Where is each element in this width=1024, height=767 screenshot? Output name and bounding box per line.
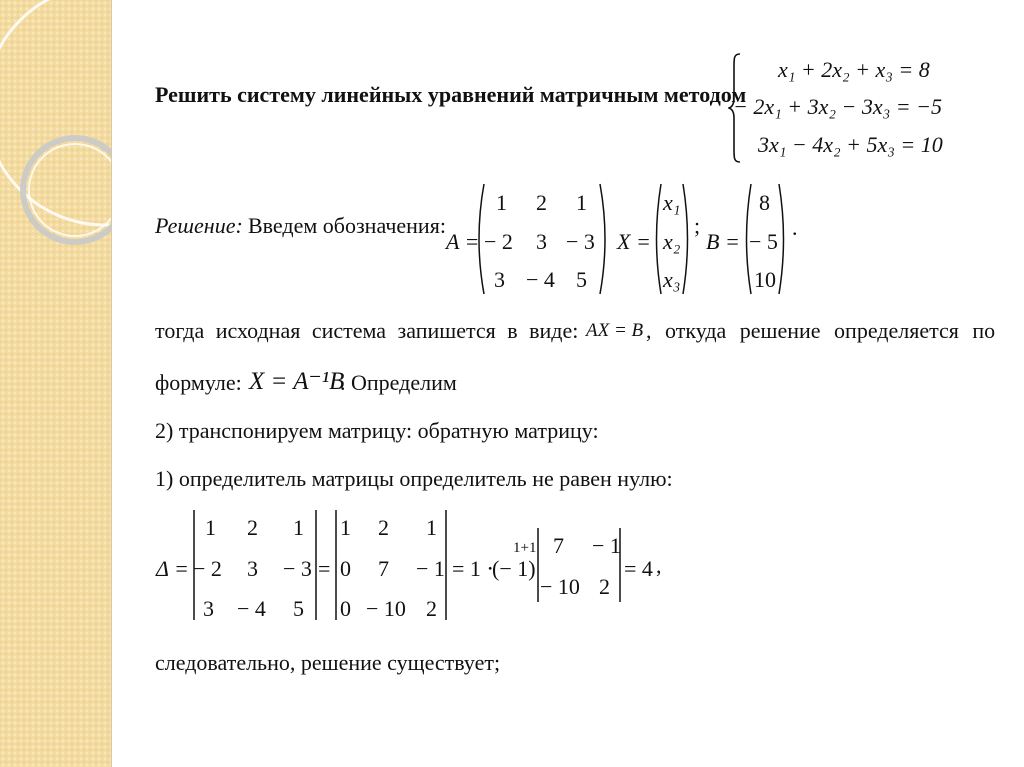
matrix-cell: 3 xyxy=(494,267,505,292)
line2-text-end: . Определим xyxy=(340,370,457,395)
matrix-cell: 8 xyxy=(759,190,770,215)
matrix-b-label: B = xyxy=(706,229,740,254)
matrix-cell: − 10 xyxy=(540,574,580,599)
matrix-cell: − 1 xyxy=(416,556,445,581)
decorative-sidebar xyxy=(0,0,111,767)
matrix-cell: 1 xyxy=(340,515,351,540)
delta-label: Δ = xyxy=(156,556,189,581)
comma: , xyxy=(656,553,662,578)
matrix-cell: 10 xyxy=(754,267,776,292)
matrix-cell: x₃ xyxy=(663,267,681,292)
equation-3: 3x₁ − 4x₂ + 5x₃ = 10 xyxy=(758,132,943,157)
matrix-cell: x₁ xyxy=(663,190,681,215)
decorative-rings xyxy=(0,0,111,767)
matrix-cell: 1 xyxy=(496,190,507,215)
matrix-cell: 2 xyxy=(247,515,258,540)
line1-formula: AX = B xyxy=(586,320,644,341)
matrix-cell: 7 xyxy=(553,533,564,558)
equation-2: − 2x₁ + 3x₂ − 3x₃ = −5 xyxy=(733,94,942,119)
matrix-cell: 5 xyxy=(576,267,587,292)
matrix-cell: 5 xyxy=(293,596,304,621)
line1-text-end: , откуда решение определяется по xyxy=(646,318,996,343)
matrix-cell: 1 xyxy=(205,515,216,540)
power-base: (− 1) xyxy=(492,556,536,581)
conclusion-text: следовательно, решение существует; xyxy=(155,650,501,675)
task-heading: Решить систему линейных уравнений матричным методом xyxy=(155,82,747,107)
matrix-cell: − 3 xyxy=(566,229,595,254)
matrix-cell: − 10 xyxy=(366,596,406,621)
matrix-cell: − 5 xyxy=(749,229,778,254)
matrix-cell: 2 xyxy=(599,574,610,599)
matrix-cell: 3 xyxy=(536,229,547,254)
matrix-cell: 1 xyxy=(293,515,304,540)
matrix-a-label: A = xyxy=(446,229,480,254)
matrix-cell: − 1 xyxy=(592,533,621,558)
line1-text: тогда исходная система запишется в виде: xyxy=(155,318,579,343)
matrix-cell: 7 xyxy=(378,556,389,581)
power-exponent: 1+1 xyxy=(513,540,537,556)
matrix-cell: 0 xyxy=(340,556,351,581)
semicolon: ; xyxy=(694,213,701,238)
matrix-cell: 3 xyxy=(247,556,258,581)
matrix-x-label: X = xyxy=(617,229,651,254)
equals-one-times: = 1 ⋅ xyxy=(452,556,494,581)
equals-sign: = xyxy=(318,556,331,581)
determinant-result: = 4 xyxy=(624,556,653,581)
period: . xyxy=(792,215,798,240)
step-1-text: 1) определитель матрицы определитель не равен нулю: xyxy=(155,466,673,491)
matrix-cell: 2 xyxy=(536,190,547,215)
matrix-cell: − 4 xyxy=(237,596,266,621)
matrix-cell: 1 xyxy=(576,190,587,215)
step-2-text: 2) транспонируем матрицу: обратную матрицу: xyxy=(155,418,599,443)
sidebar-divider xyxy=(111,0,112,767)
solution-label: Решение: xyxy=(155,213,243,238)
matrix-cell: − 2 xyxy=(193,556,222,581)
line2-text: формуле: xyxy=(155,370,242,395)
matrix-cell: 3 xyxy=(203,596,214,621)
matrix-cell: 2 xyxy=(378,515,389,540)
matrix-cell: 2 xyxy=(426,596,437,621)
matrix-cell: − 4 xyxy=(526,267,555,292)
matrix-cell: − 3 xyxy=(283,556,312,581)
notation-text: Введем обозначения: xyxy=(248,213,446,238)
matrix-cell: − 2 xyxy=(484,229,513,254)
line2-formula: X = A⁻¹B xyxy=(249,368,345,395)
equation-1: x₁ + 2x₂ + x₃ = 8 xyxy=(778,57,930,82)
matrix-cell: x₂ xyxy=(663,229,681,254)
matrix-cell: 1 xyxy=(426,515,437,540)
matrix-cell: 0 xyxy=(340,596,351,621)
